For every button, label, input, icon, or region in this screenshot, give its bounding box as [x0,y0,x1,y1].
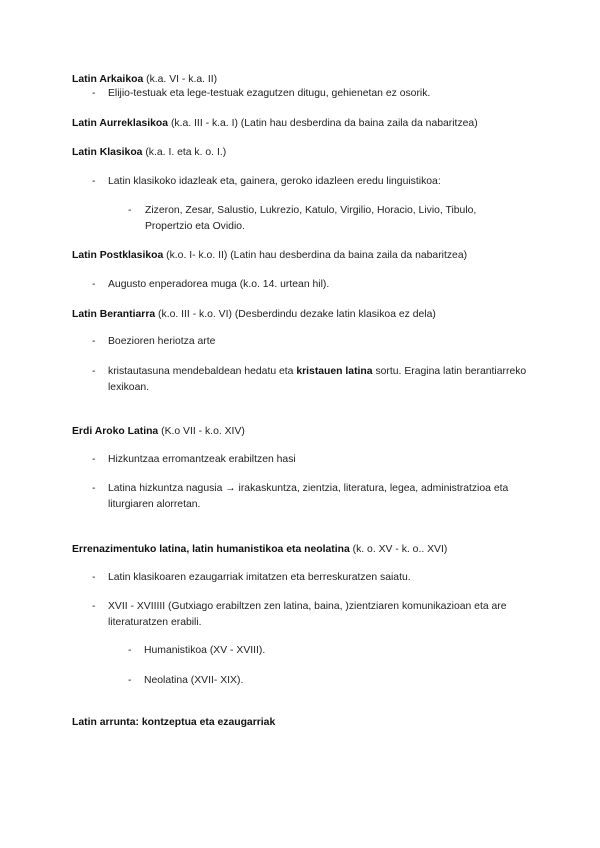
heading-latin-arkaikoa [72,73,217,86]
heading-title: Latin Berantiarra [72,309,156,320]
heading-range: (k.o. I- k.o. II) (Latin hau desberdina da baina zaila da nabaritzea) [166,250,468,261]
heading-range: (k.o. III - k.o. VI) (Desberdindu dezake latin klasikoa ez dela) [158,309,436,320]
heading-title: Latin Aurreklasikoa [72,118,169,129]
sub-list-item-text: Neolatina (XVII- XIX). [144,675,244,686]
bullet-dash: - [128,645,132,656]
list-item-text [108,364,528,396]
heading-latin-klasikoa [72,146,226,159]
heading-title: Erdi Aroko Latina [72,426,159,437]
bullet-dash: - [92,572,96,583]
bold-term: kristauen latina [296,366,373,377]
bullet-dash: - [92,279,96,290]
bullet-dash: - [92,176,96,187]
bullet-dash: - [92,366,96,377]
list-item-text: Latina hizkuntza nagusia → irakaskuntza, zientzia, literatura, legea, administratzioa eta liturgiaren alorretan. [108,483,509,510]
bullet-dash: - [92,88,96,99]
heading-erdi-aroko-latina [72,425,245,438]
bullet-dash: - [128,675,132,686]
heading-range: (k.a. III - k.a. I) (Latin hau desberdina da baina zaila da nabaritzea) [170,118,478,129]
heading-range: (K.o VII - k.o. XIV) [161,426,245,437]
bullet-dash: - [92,601,96,612]
heading-latin-postklasikoa [72,249,467,262]
heading-errenazimentuko-latina [72,543,447,556]
heading-title: Latin Postklasikoa [72,250,164,261]
sub-list-item-text: Humanistikoa (XV - XVIII). [144,645,266,656]
list-item-text: Latin klasikoaren ezaugarriak imitatzen eta berreskuratzen saiatu. [108,572,411,583]
heading-range: (k. o. XV - k. o.. XVI) [352,544,448,555]
list-item-text: Boezioren heriotza arte [108,336,216,347]
heading-title: Latin arrunta: kontzeptua eta ezaugarriak [72,717,276,728]
heading-title: Latin Klasikoa [72,147,143,158]
heading-latin-berantiarra [72,308,436,321]
bullet-dash: - [92,336,96,347]
heading-range: (k.a. I. eta k. o. I.) [145,147,227,158]
list-item-text: Augusto enperadorea muga (k.o. 14. urtean hil). [108,279,330,290]
bullet-dash: - [92,483,96,494]
list-item-text: XVII - XVIIIII (Gutxiago erabiltzen zen latina, baina, )zientziaren komunikazioan eta are literaturatzen erabili. [108,601,507,628]
heading-latin-arrunta [72,716,275,729]
heading-latin-aurreklasikoa [72,117,478,130]
heading-range: (k.a. VI - k.a. II) [146,74,218,85]
bullet-dash: - [92,454,96,465]
text-run: sortu. Eragina latin berantiarreko lexikoan. [108,366,527,393]
heading-title: Errenazimentuko latina, latin humanistikoa eta neolatina [72,544,350,555]
text-run: kristautasuna mendebaldean hedatu eta [108,366,297,377]
list-item-text: Hizkuntzaa erromantzeak erabiltzen hasi [108,454,296,465]
bullet-dash: - [128,205,132,216]
sub-list-item-text: Zizeron, Zesar, Salustio, Lukrezio, Katulo, Virgilio, Horacio, Livio, Tibulo, Propertzio eta Ovidio. [145,205,477,232]
list-item-text: Latin klasikoko idazleak eta, gainera, geroko idazleen eredu linguistikoa: [108,176,441,187]
list-item-text: Elijio-testuak eta lege-testuak ezagutzen ditugu, gehienetan ez osorik. [108,88,431,99]
heading-title: Latin Arkaikoa [72,74,144,85]
